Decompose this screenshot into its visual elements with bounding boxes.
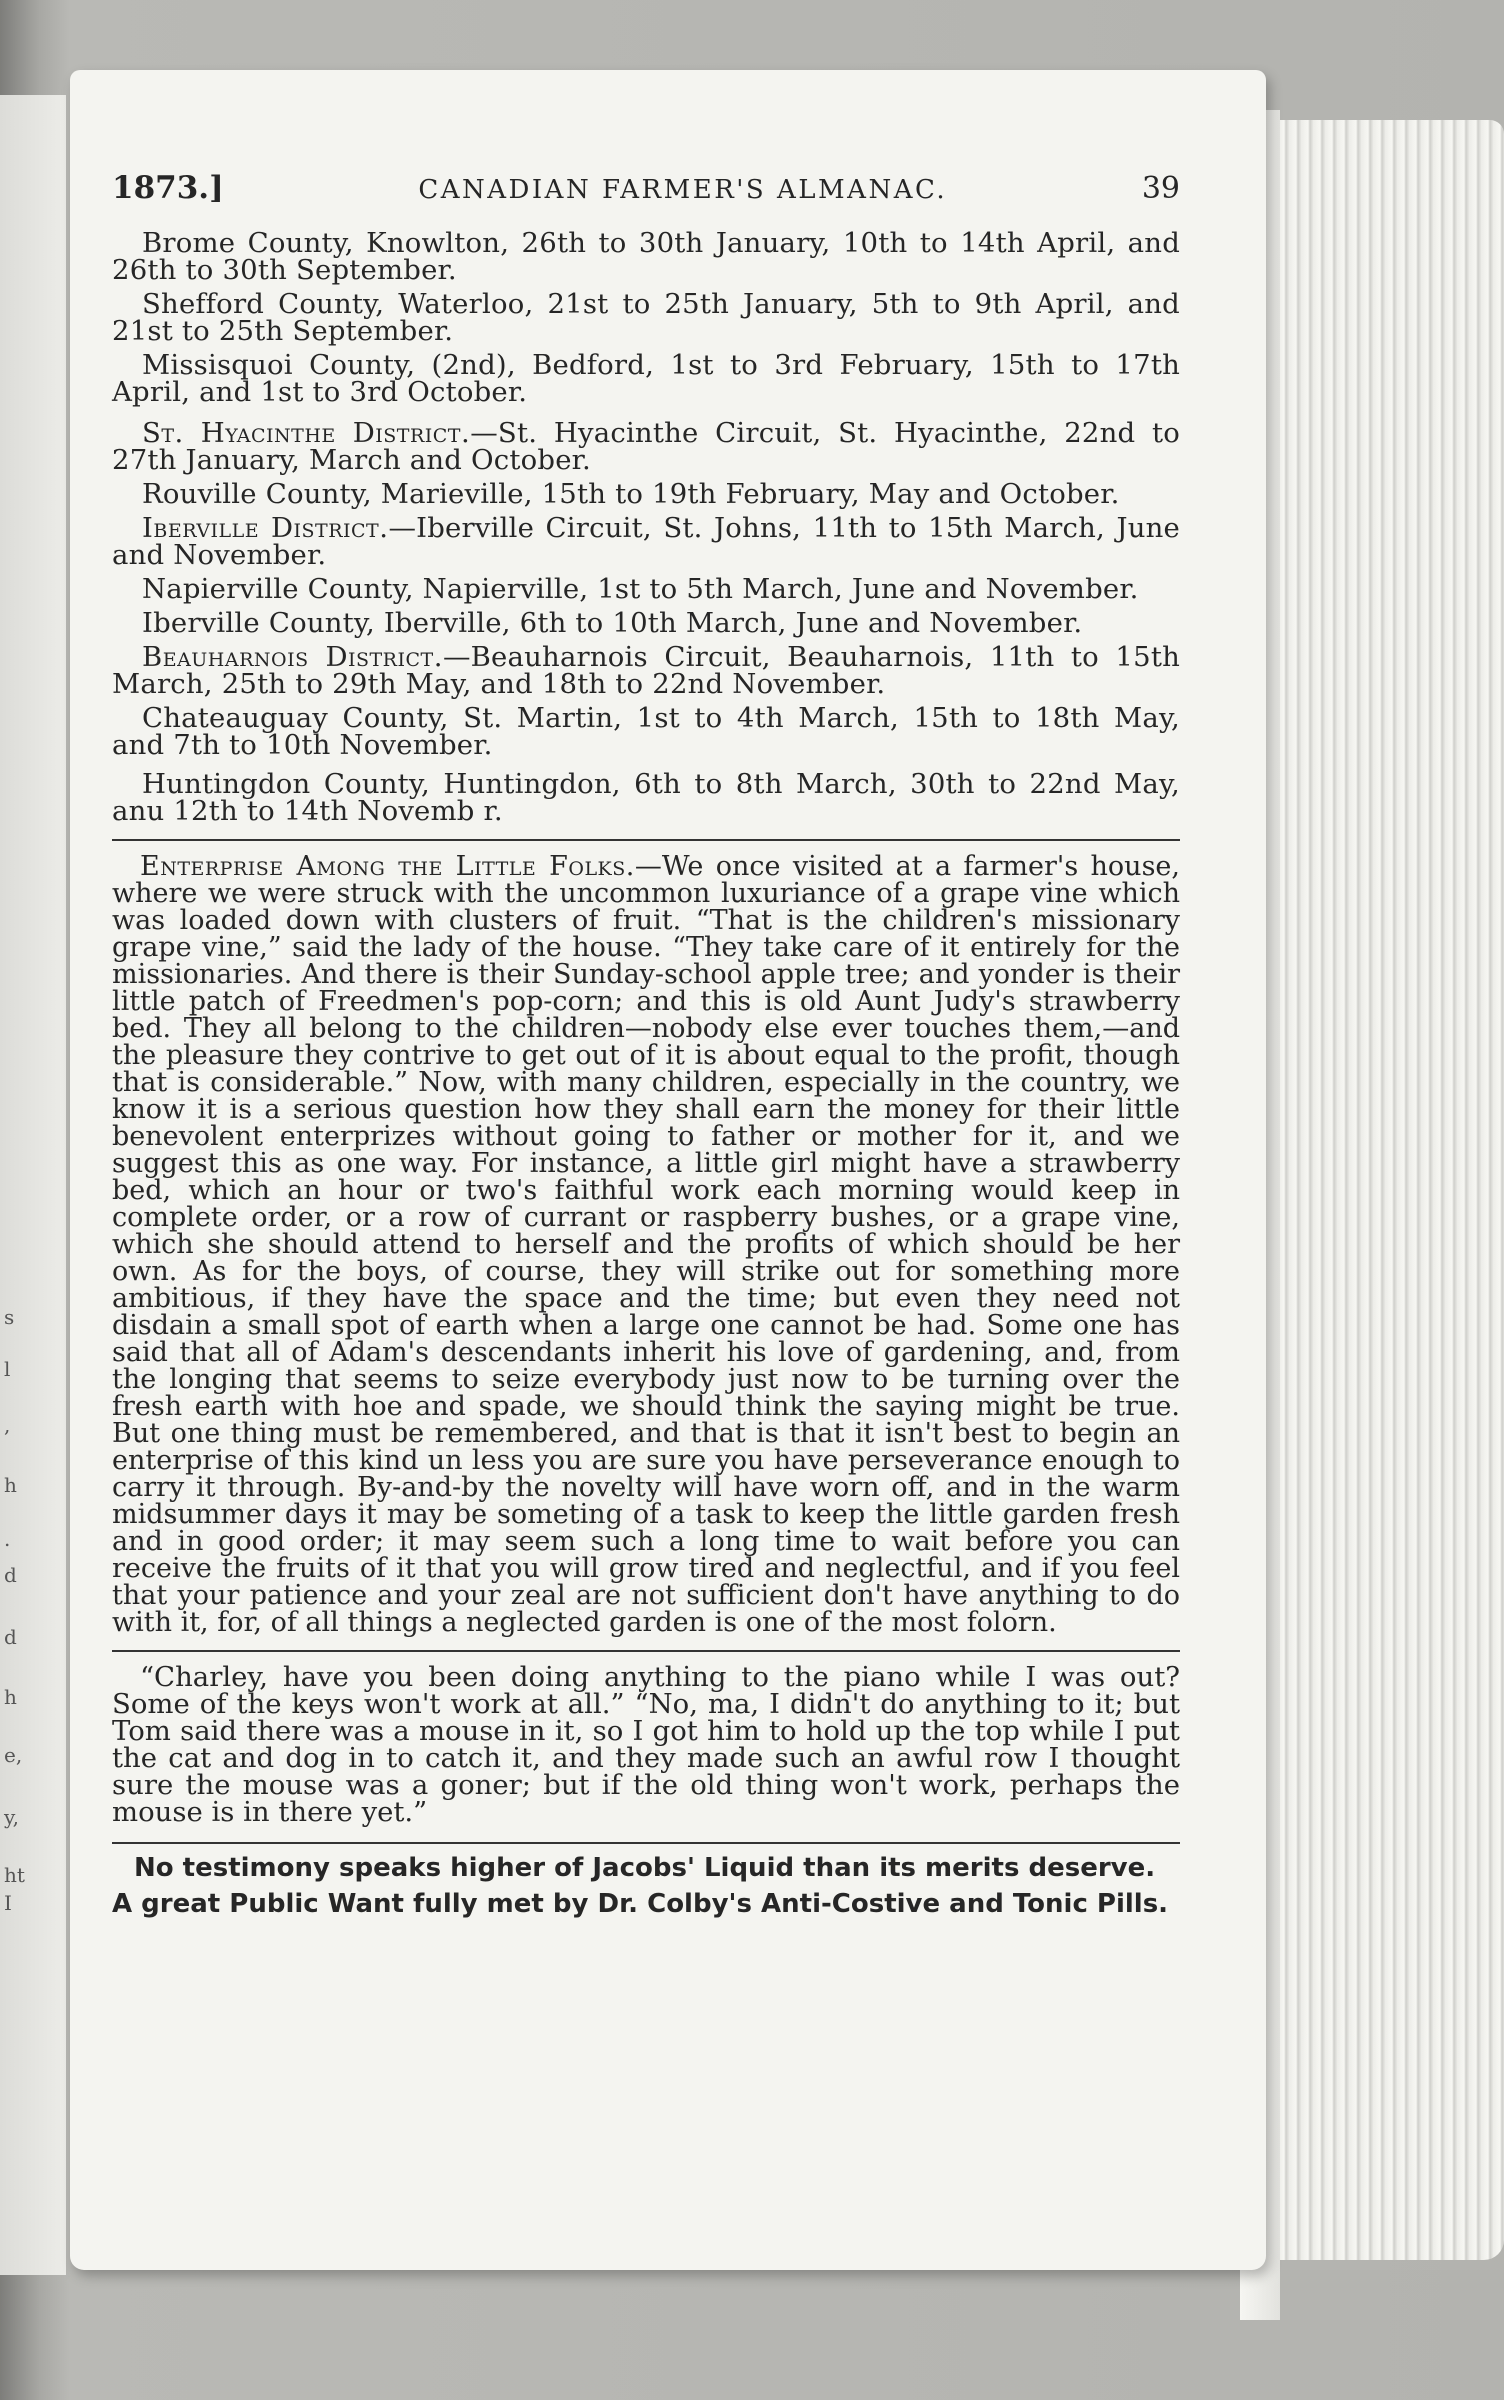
court-entry-text: Brome County, Knowlton, 26th to 30th January, 10th to 14th April, and 26th to 30th September. xyxy=(112,227,1180,286)
court-entry-text: —Beauharnois Circuit, Beauharnois, 11th to 15th March, 25th to 29th May, and 18th to 22nd November. xyxy=(112,641,1180,700)
margin-fragment: ht xyxy=(4,1863,25,1887)
court-entry xyxy=(112,512,1181,571)
advertisement-colby-pills: A great Public Want fully met by Dr. Colby's Anti-Costive and Tonic Pills. xyxy=(112,1889,1169,1919)
court-entry xyxy=(112,417,1181,476)
section-rule xyxy=(112,1842,1180,1844)
page-number: 39 xyxy=(1141,171,1180,206)
margin-fragment: h xyxy=(4,1685,17,1709)
court-entry-text: Shefford County, Waterloo, 21st to 25th January, 5th to 9th April, and 21st to 25th September. xyxy=(112,288,1180,347)
court-entry-text: —St. Hyacinthe Circuit, St. Hyacinthe, 22nd to 27th January, March and October. xyxy=(112,417,1181,476)
margin-fragment: d xyxy=(4,1563,17,1587)
court-entry-text: —Iberville Circuit, St. Johns, 11th to 15th March, June and November. xyxy=(112,512,1181,571)
article-enterprise xyxy=(112,853,1180,1636)
advertisement-jacobs-liquid: No testimony speaks higher of Jacobs' Liquid than its merits deserve. xyxy=(134,1853,1156,1883)
page-content xyxy=(112,170,1180,1922)
margin-fragment: y, xyxy=(4,1805,19,1829)
court-entry-text: Napierville County, Napierville, 1st to 5th March, June and November. xyxy=(142,573,1139,605)
court-entry-text: Iberville County, Iberville, 6th to 10th March, June and November. xyxy=(142,607,1083,639)
book-page-edges xyxy=(1266,120,1504,2260)
section-rule xyxy=(112,839,1180,841)
court-entry xyxy=(112,349,1180,408)
margin-fragment: s xyxy=(4,1305,15,1329)
court-entry xyxy=(112,607,1180,639)
running-head xyxy=(112,170,1180,206)
margin-fragment: d xyxy=(4,1625,17,1649)
header-year: 1873.] xyxy=(112,170,224,206)
margin-fragment: I xyxy=(4,1891,12,1915)
court-entry xyxy=(112,702,1180,761)
district-name: Beauharnois District. xyxy=(142,641,443,673)
court-entry xyxy=(112,478,1180,510)
facing-page-edge xyxy=(0,95,66,2275)
header-title: CANADIAN FARMER'S ALMANAC. xyxy=(418,175,948,205)
margin-fragment: h xyxy=(4,1473,17,1497)
margin-fragment: e, xyxy=(4,1743,23,1767)
section-rule xyxy=(112,1650,1180,1652)
court-sittings-list xyxy=(112,227,1181,827)
margin-fragment: , xyxy=(4,1413,11,1437)
court-entry-text: Rouville County, Marieville, 15th to 19th February, May and October. xyxy=(142,478,1120,510)
margin-fragment: . xyxy=(4,1527,11,1551)
district-name: St. Hyacinthe District. xyxy=(142,417,471,449)
court-entry xyxy=(112,768,1180,827)
district-name: Iberville District. xyxy=(142,512,389,544)
article-body: —We once visited at a farmer's house, where we were struck with the uncommon luxuriance of a grape vine which was loaded down with clusters of fruit. “That is the children's missionary grape vine,” said the lady of the house. “They take care of it entirely for the missionaries. And there is their Sunday-school apple tree; and yonder is their little patch of Freedmen's pop-corn; and this is old Aunt Judy's strawberry bed. They all belong to the children—nobody else ever touches them,—and the pleasure they contrive to get out of it is about equal to the profit, though that is considerable.” Now, with many children, especially in the country, we know it is a serious question how they shall earn the money for their little benevolent enterprizes without going to father or mother for it, and we suggest this as one way. For instance, a little girl might have a strawberry bed, which an hour or two's faithful work each morning would keep in complete order, or a row of currant or raspberry bushes, or a grape vine, which she should attend to herself and the profits of which should be her own. As for the boys, of course, they will strike out for something more ambitious, if they have the space and the time; but even they need not disdain a small spot of earth when a large one cannot be had. Some one has said that all of Adam's descendants inherit his love of gardening, and, from the longing that seems to seize everybody just now to be turning over the fresh earth with hoe and spade, we should think the saying might be true. But one thing must be remembered, and that is that it isn't best to begin an enterprise of this kind un less you are sure you have perseverance enough to carry it through. By-and-by the novelty will have worn off, and in the warm midsummer days it may be someting of a task to keep the little garden fresh and in good order; it may seem such a long time to wait before you can receive the fruits of it that you will grow tired and neglectful, and if you feel that your patience and your zeal are not sufficient don't have anything to do with it, for, of all things a neglected garden is one of the most folorn. xyxy=(112,851,1180,1638)
court-entry xyxy=(112,288,1180,347)
court-entry-text: Huntingdon County, Huntingdon, 6th to 8th March, 30th to 22nd May, anu 12th to 14th Novemb r. xyxy=(112,768,1180,827)
anecdote-charley: “Charley, have you been doing anything to the piano while I was out? Some of the keys won't work at all.” “No, ma, I didn't do anything to it; but Tom said there was a mouse in it, so I got him to hold up the top while I put the cat and dog in to catch it, and they made such an awful row I thought sure the mouse was a goner; but if the old thing won't work, perhaps the mouse is in there yet.” xyxy=(112,1661,1180,1828)
court-entry xyxy=(112,573,1180,605)
court-entry-text: Chateauguay County, St. Martin, 1st to 4th March, 15th to 18th May, and 7th to 10th November. xyxy=(112,702,1180,761)
margin-fragment: l xyxy=(4,1357,11,1381)
court-entry-text: Missisquoi County, (2nd), Bedford, 1st to 3rd February, 15th to 17th April, and 1st to 3rd October. xyxy=(112,349,1180,408)
court-entry xyxy=(112,641,1180,700)
court-entry xyxy=(112,227,1180,286)
article-heading: Enterprise Among the Little Folks. xyxy=(140,851,635,882)
